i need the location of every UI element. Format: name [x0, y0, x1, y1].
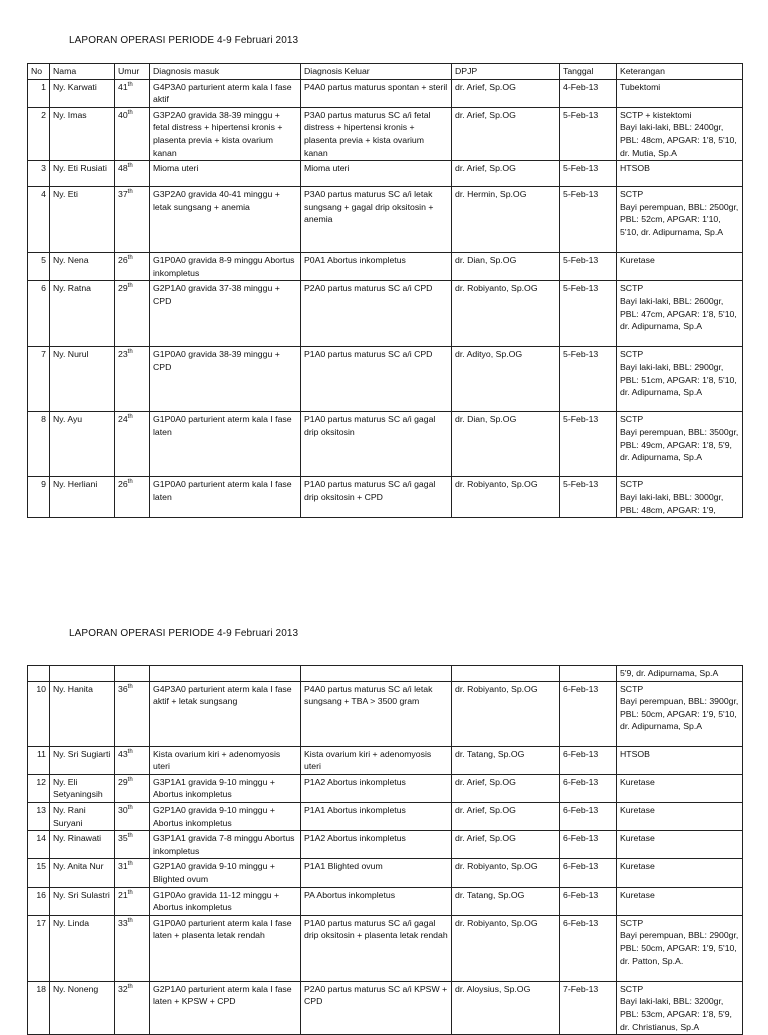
- cell-diagnosis-keluar: P1A1 Blighted ovum: [301, 859, 452, 887]
- table-row: [28, 915, 743, 981]
- cell-dpjp: dr. Arief, Sp.OG: [452, 774, 560, 802]
- cell-no: 15: [28, 859, 50, 887]
- age-suffix: th: [127, 349, 133, 356]
- cell-nama: Ny. Eli Setyaningsih: [50, 774, 115, 802]
- cell-dpjp: dr. Adityo, Sp.OG: [452, 347, 560, 412]
- cell-umur: [115, 412, 150, 477]
- cell-no: 10: [28, 681, 50, 746]
- cell-nama: Ny. Nurul: [50, 347, 115, 412]
- cell-umur: [115, 859, 150, 887]
- cell-keterangan: [617, 477, 743, 518]
- cell-keterangan: [617, 681, 743, 746]
- cell-no: 17: [28, 915, 50, 981]
- cell-no: 16: [28, 887, 50, 915]
- table-row: [28, 187, 743, 253]
- keterangan-line: Kuretase: [620, 861, 655, 872]
- age-value: 33: [118, 917, 128, 928]
- age-suffix: th: [127, 81, 133, 88]
- cell-diagnosis-masuk: G3P1A1 gravida 7-8 minggu Abortus inkompletus: [150, 831, 301, 859]
- cell-nama: Ny. Rani Suryani: [50, 802, 115, 830]
- cell-nama: Ny. Ratna: [50, 281, 115, 347]
- cell-dpjp: dr. Dian, Sp.OG: [452, 412, 560, 477]
- cell-diagnosis-masuk: Kista ovarium kiri + adenomyosis uteri: [150, 746, 301, 774]
- cell-diagnosis-keluar: P1A0 partus maturus SC a/i gagal drip oksitosin: [301, 412, 452, 477]
- header-diagnosis-masuk: Diagnosis masuk: [150, 64, 301, 80]
- cell-tanggal: 6-Feb-13: [560, 831, 617, 859]
- keterangan-line: Bayi laki-laki, BBL: 2900gr, PBL: 51cm, APGAR: 1'8, 5'10, dr. Adipurnama, Sp.A: [620, 361, 740, 398]
- age-value: 26: [118, 255, 128, 266]
- cell-umur: [115, 915, 150, 981]
- keterangan-line: Kuretase: [620, 255, 655, 266]
- age-suffix: th: [127, 983, 133, 990]
- cell-tanggal: 5-Feb-13: [560, 477, 617, 518]
- cell-dpjp: dr. Arief, Sp.OG: [452, 802, 560, 830]
- cell-nama: Ny. Rinawati: [50, 831, 115, 859]
- age-suffix: th: [127, 861, 133, 868]
- keterangan-line: Kuretase: [620, 889, 655, 900]
- cell-nama: Ny. Noneng: [50, 981, 115, 1034]
- cell-tanggal: 5-Feb-13: [560, 161, 617, 187]
- cell-nama: Ny. Ayu: [50, 412, 115, 477]
- table-row: [28, 802, 743, 830]
- keterangan-line: Bayi laki-laki, BBL: 3000gr, PBL: 48cm, APGAR: 1'9,: [620, 491, 726, 515]
- cell-diagnosis-keluar: P1A0 partus maturus SC a/i gagal drip oksitosin + plasenta letak rendah: [301, 915, 452, 981]
- cell-nama: Ny. Karwati: [50, 79, 115, 107]
- cell-tanggal: 6-Feb-13: [560, 859, 617, 887]
- header-keterangan: Keterangan: [617, 64, 743, 80]
- table-row: [28, 746, 743, 774]
- cell-dpjp: dr. Arief, Sp.OG: [452, 831, 560, 859]
- cell-umur: [115, 981, 150, 1034]
- cell-dpjp: dr. Robiyanto, Sp.OG: [452, 477, 560, 518]
- table-row: [28, 681, 743, 746]
- table-row: [28, 281, 743, 347]
- table-header-row: [28, 64, 743, 80]
- age-suffix: th: [127, 479, 133, 486]
- cell-diagnosis-masuk: G1P0Ao gravida 11-12 minggu + Abortus inkompletus: [150, 887, 301, 915]
- cell-umur: [115, 802, 150, 830]
- table-row: [28, 161, 743, 187]
- age-suffix: th: [127, 748, 133, 755]
- keterangan-line: Kuretase: [620, 776, 655, 787]
- cell-keterangan: [617, 347, 743, 412]
- age-value: 40: [118, 109, 128, 120]
- cell-diagnosis-masuk: G2P1A0 gravida 37-38 minggu + CPD: [150, 281, 301, 347]
- cell-keterangan: [617, 746, 743, 774]
- cell-keterangan: [617, 887, 743, 915]
- cell-tanggal: 6-Feb-13: [560, 681, 617, 746]
- age-suffix: th: [127, 805, 133, 812]
- cell-diagnosis-masuk: G1P0A0 gravida 8-9 minggu Abortus inkompletus: [150, 253, 301, 281]
- table-row: [28, 774, 743, 802]
- cell-no: 9: [28, 477, 50, 518]
- keterangan-line: Tubektomi: [620, 81, 661, 92]
- header-nama: Nama: [50, 64, 115, 80]
- cell-diagnosis-keluar: Mioma uteri: [301, 161, 452, 187]
- cell-umur: [115, 253, 150, 281]
- table-row: [28, 412, 743, 477]
- cell-dpjp: dr. Tatang, Sp.OG: [452, 746, 560, 774]
- cell-tanggal: 6-Feb-13: [560, 746, 617, 774]
- cell-nama: Ny. Hanita: [50, 681, 115, 746]
- age-value: 48: [118, 163, 128, 174]
- age-value: 29: [118, 776, 128, 787]
- cell-umur: [115, 107, 150, 160]
- cell-dpjp: dr. Tatang, Sp.OG: [452, 887, 560, 915]
- cell-dpjp: dr. Robiyanto, Sp.OG: [452, 859, 560, 887]
- cell-tanggal: 5-Feb-13: [560, 187, 617, 253]
- cell-nama: Ny. Imas: [50, 107, 115, 160]
- cell-diagnosis-keluar: P2A0 partus maturus SC a/i CPD: [301, 281, 452, 347]
- cell-no: 1: [28, 79, 50, 107]
- cell-umur: [115, 281, 150, 347]
- age-suffix: th: [127, 189, 133, 196]
- age-value: 32: [118, 983, 128, 994]
- page-title-2: LAPORAN OPERASI PERIODE 4-9 Februari 2013: [69, 628, 299, 639]
- header-diagnosis-keluar: Diagnosis Keluar: [301, 64, 452, 80]
- cell-umur: [115, 347, 150, 412]
- cell-no: 4: [28, 187, 50, 253]
- cell-umur: [115, 774, 150, 802]
- keterangan-line: Kuretase: [620, 804, 655, 815]
- header-dpjp: DPJP: [452, 64, 560, 80]
- cell-tanggal: 5-Feb-13: [560, 107, 617, 160]
- cell-no: 11: [28, 746, 50, 774]
- keterangan-line: SCTP: [620, 189, 644, 200]
- continuation-text: 5'9, dr. Adipurnama, Sp.A: [617, 666, 743, 682]
- cell-diagnosis-masuk: G4P3A0 parturient aterm kala I fase aktif: [150, 79, 301, 107]
- cell-tanggal: 6-Feb-13: [560, 887, 617, 915]
- cell-tanggal: 7-Feb-13: [560, 981, 617, 1034]
- cell-diagnosis-masuk: G1P0A0 parturient aterm kala I fase laten + plasenta letak rendah: [150, 915, 301, 981]
- cell-keterangan: [617, 831, 743, 859]
- keterangan-line: Bayi perempuan, BBL: 2900gr, PBL: 50cm, APGAR: 1'9, 5'10, dr. Patton, Sp.A.: [620, 930, 741, 966]
- cell-keterangan: [617, 79, 743, 107]
- age-value: 41: [118, 81, 128, 92]
- cell-diagnosis-masuk: G2P1A0 gravida 9-10 minggu + Abortus inkompletus: [150, 802, 301, 830]
- cell-diagnosis-keluar: PA Abortus inkompletus: [301, 887, 452, 915]
- cell-tanggal: 4-Feb-13: [560, 79, 617, 107]
- age-value: 23: [118, 349, 128, 360]
- cell-tanggal: 5-Feb-13: [560, 253, 617, 281]
- cell-no: 7: [28, 347, 50, 412]
- cell-umur: [115, 161, 150, 187]
- cell-diagnosis-masuk: G3P2A0 gravida 40-41 minggu + letak sungsang + anemia: [150, 187, 301, 253]
- cell-no: 12: [28, 774, 50, 802]
- age-value: 37: [118, 189, 128, 200]
- table-row: [28, 887, 743, 915]
- cell-umur: [115, 746, 150, 774]
- report-table-page-2: [27, 665, 743, 1035]
- keterangan-line: SCTP: [620, 683, 644, 694]
- cell-umur: [115, 79, 150, 107]
- cell-no: 18: [28, 981, 50, 1034]
- cell-keterangan: [617, 412, 743, 477]
- cell-no: 13: [28, 802, 50, 830]
- cell-keterangan: [617, 981, 743, 1034]
- age-suffix: th: [127, 683, 133, 690]
- keterangan-line: Bayi laki-laki, BBL: 2400gr, PBL: 48cm, APGAR: 1'8, 5'10, dr. Mutia, Sp.A: [620, 122, 740, 158]
- cell-diagnosis-keluar: P3A0 partus maturus SC a/i letak sungsang + gagal drip oksitosin + anemia: [301, 187, 452, 253]
- age-value: 29: [118, 283, 128, 294]
- cell-dpjp: dr. Dian, Sp.OG: [452, 253, 560, 281]
- cell-tanggal: 5-Feb-13: [560, 281, 617, 347]
- header-no: No: [28, 64, 50, 80]
- header-tanggal: Tanggal: [560, 64, 617, 80]
- age-suffix: th: [127, 776, 133, 783]
- continuation-row: [28, 666, 743, 682]
- cell-nama: Ny. Linda: [50, 915, 115, 981]
- table-row: [28, 253, 743, 281]
- report-table-page-1: [27, 63, 743, 518]
- cell-keterangan: [617, 253, 743, 281]
- keterangan-line: Bayi perempuan, BBL: 2500gr, PBL: 52cm, APGAR: 1'10, 5'10, dr. Adipurnama, Sp.A: [620, 201, 741, 237]
- cell-diagnosis-masuk: G4P3A0 parturient aterm kala I fase aktif + letak sungsang: [150, 681, 301, 746]
- age-suffix: th: [127, 283, 133, 290]
- cell-diagnosis-keluar: P1A0 partus maturus SC a/i gagal drip oksitosin + CPD: [301, 477, 452, 518]
- cell-umur: [115, 831, 150, 859]
- cell-keterangan: [617, 774, 743, 802]
- keterangan-line: Bayi laki-laki, BBL: 2600gr, PBL: 47cm, APGAR: 1'8, 5'10, dr. Adipurnama, Sp.A: [620, 295, 740, 332]
- cell-tanggal: 5-Feb-13: [560, 347, 617, 412]
- cell-nama: Ny. Herliani: [50, 477, 115, 518]
- age-value: 43: [118, 748, 128, 759]
- cell-tanggal: 5-Feb-13: [560, 412, 617, 477]
- cell-no: 3: [28, 161, 50, 187]
- cell-diagnosis-keluar: P1A2 Abortus inkompletus: [301, 831, 452, 859]
- keterangan-line: Kuretase: [620, 833, 655, 844]
- cell-diagnosis-keluar: P4A0 partus maturus spontan + steril: [301, 79, 452, 107]
- cell-diagnosis-masuk: G1P0A0 gravida 38-39 minggu + CPD: [150, 347, 301, 412]
- table-row: [28, 477, 743, 518]
- keterangan-line: SCTP: [620, 917, 644, 928]
- cell-nama: Ny. Nena: [50, 253, 115, 281]
- keterangan-line: SCTP: [620, 983, 644, 994]
- cell-no: 5: [28, 253, 50, 281]
- age-value: 24: [118, 414, 128, 425]
- cell-diagnosis-masuk: Mioma uteri: [150, 161, 301, 187]
- cell-diagnosis-masuk: G3P1A1 gravida 9-10 minggu + Abortus inkompletus: [150, 774, 301, 802]
- cell-diagnosis-keluar: P1A1 Abortus inkompletus: [301, 802, 452, 830]
- cell-no: 8: [28, 412, 50, 477]
- cell-diagnosis-keluar: P1A0 partus maturus SC a/i CPD: [301, 347, 452, 412]
- cell-diagnosis-masuk: G1P0A0 parturient aterm kala I fase laten: [150, 477, 301, 518]
- cell-diagnosis-keluar: P0A1 Abortus inkompletus: [301, 253, 452, 281]
- keterangan-line: SCTP: [620, 283, 644, 294]
- cell-umur: [115, 681, 150, 746]
- cell-keterangan: [617, 802, 743, 830]
- cell-diagnosis-keluar: P3A0 partus maturus SC a/i fetal distress + hipertensi kronis + plasenta previa + kista ovarium kanan: [301, 107, 452, 160]
- cell-no: 6: [28, 281, 50, 347]
- table-row: [28, 79, 743, 107]
- cell-diagnosis-masuk: G2P1A0 gravida 9-10 minggu + Blighted ovum: [150, 859, 301, 887]
- header-umur: Umur: [115, 64, 150, 80]
- cell-nama: Ny. Eti Rusiati: [50, 161, 115, 187]
- cell-diagnosis-keluar: P2A0 partus maturus SC a/i KPSW + CPD: [301, 981, 452, 1034]
- table-row: [28, 347, 743, 412]
- cell-diagnosis-masuk: G2P1A0 parturient aterm kala I fase laten + KPSW + CPD: [150, 981, 301, 1034]
- age-value: 26: [118, 479, 128, 490]
- cell-dpjp: dr. Aloysius, Sp.OG: [452, 981, 560, 1034]
- age-suffix: th: [127, 109, 133, 116]
- table-row: [28, 981, 743, 1034]
- cell-nama: Ny. Sri Sugiarti: [50, 746, 115, 774]
- age-value: 35: [118, 833, 128, 844]
- cell-no: 14: [28, 831, 50, 859]
- cell-nama: Ny. Eti: [50, 187, 115, 253]
- cell-diagnosis-keluar: P4A0 partus maturus SC a/i letak sungsang + TBA > 3500 gram: [301, 681, 452, 746]
- age-suffix: th: [127, 163, 133, 170]
- cell-umur: [115, 187, 150, 253]
- cell-diagnosis-masuk: G1P0A0 parturient aterm kala I fase laten: [150, 412, 301, 477]
- cell-dpjp: dr. Robiyanto, Sp.OG: [452, 281, 560, 347]
- table-row: [28, 859, 743, 887]
- cell-tanggal: 6-Feb-13: [560, 915, 617, 981]
- cell-diagnosis-masuk: G3P2A0 gravida 38-39 minggu + fetal distress + hipertensi kronis + plasenta previa + kista ovarium kanan: [150, 107, 301, 160]
- keterangan-line: SCTP: [620, 479, 644, 490]
- table-row: [28, 107, 743, 160]
- age-value: 30: [118, 804, 128, 815]
- keterangan-line: HTSOB: [620, 163, 650, 174]
- cell-nama: Ny. Sri Sulastri: [50, 887, 115, 915]
- cell-umur: [115, 477, 150, 518]
- cell-keterangan: [617, 161, 743, 187]
- cell-dpjp: dr. Robiyanto, Sp.OG: [452, 915, 560, 981]
- page-title: LAPORAN OPERASI PERIODE 4-9 Februari 2013: [69, 35, 299, 46]
- age-suffix: th: [127, 414, 133, 421]
- age-value: 31: [118, 861, 128, 872]
- keterangan-line: Bayi laki-laki, BBL: 3200gr, PBL: 53cm, APGAR: 1'8, 5'9, dr. Christianus, Sp.A: [620, 996, 735, 1032]
- cell-diagnosis-keluar: Kista ovarium kiri + adenomyosis uteri: [301, 746, 452, 774]
- keterangan-line: Bayi perempuan, BBL: 3500gr, PBL: 49cm, APGAR: 1'8, 5'9, dr. Adipurnama, Sp.A: [620, 426, 741, 463]
- age-suffix: th: [127, 917, 133, 924]
- cell-dpjp: dr. Robiyanto, Sp.OG: [452, 681, 560, 746]
- keterangan-line: SCTP + kistektomi: [620, 109, 692, 120]
- cell-dpjp: dr. Hermin, Sp.OG: [452, 187, 560, 253]
- cell-dpjp: dr. Arief, Sp.OG: [452, 161, 560, 187]
- cell-keterangan: [617, 915, 743, 981]
- age-value: 21: [118, 889, 128, 900]
- cell-dpjp: dr. Arief, Sp.OG: [452, 107, 560, 160]
- table-row: [28, 831, 743, 859]
- cell-dpjp: dr. Arief, Sp.OG: [452, 79, 560, 107]
- age-value: 36: [118, 683, 128, 694]
- cell-keterangan: [617, 107, 743, 160]
- age-suffix: th: [127, 255, 133, 262]
- cell-umur: [115, 887, 150, 915]
- keterangan-line: HTSOB: [620, 748, 650, 759]
- cell-keterangan: [617, 859, 743, 887]
- cell-keterangan: [617, 281, 743, 347]
- age-suffix: th: [127, 889, 133, 896]
- keterangan-line: SCTP: [620, 349, 644, 360]
- cell-no: 2: [28, 107, 50, 160]
- cell-tanggal: 6-Feb-13: [560, 774, 617, 802]
- keterangan-line: SCTP: [620, 414, 644, 425]
- cell-keterangan: [617, 187, 743, 253]
- cell-diagnosis-keluar: P1A2 Abortus inkompletus: [301, 774, 452, 802]
- keterangan-line: Bayi perempuan, BBL: 3900gr, PBL: 50cm, APGAR: 1'9, 5'10, dr. Adipurnama, Sp.A: [620, 696, 741, 732]
- cell-nama: Ny. Anita Nur: [50, 859, 115, 887]
- cell-tanggal: 6-Feb-13: [560, 802, 617, 830]
- age-suffix: th: [127, 833, 133, 840]
